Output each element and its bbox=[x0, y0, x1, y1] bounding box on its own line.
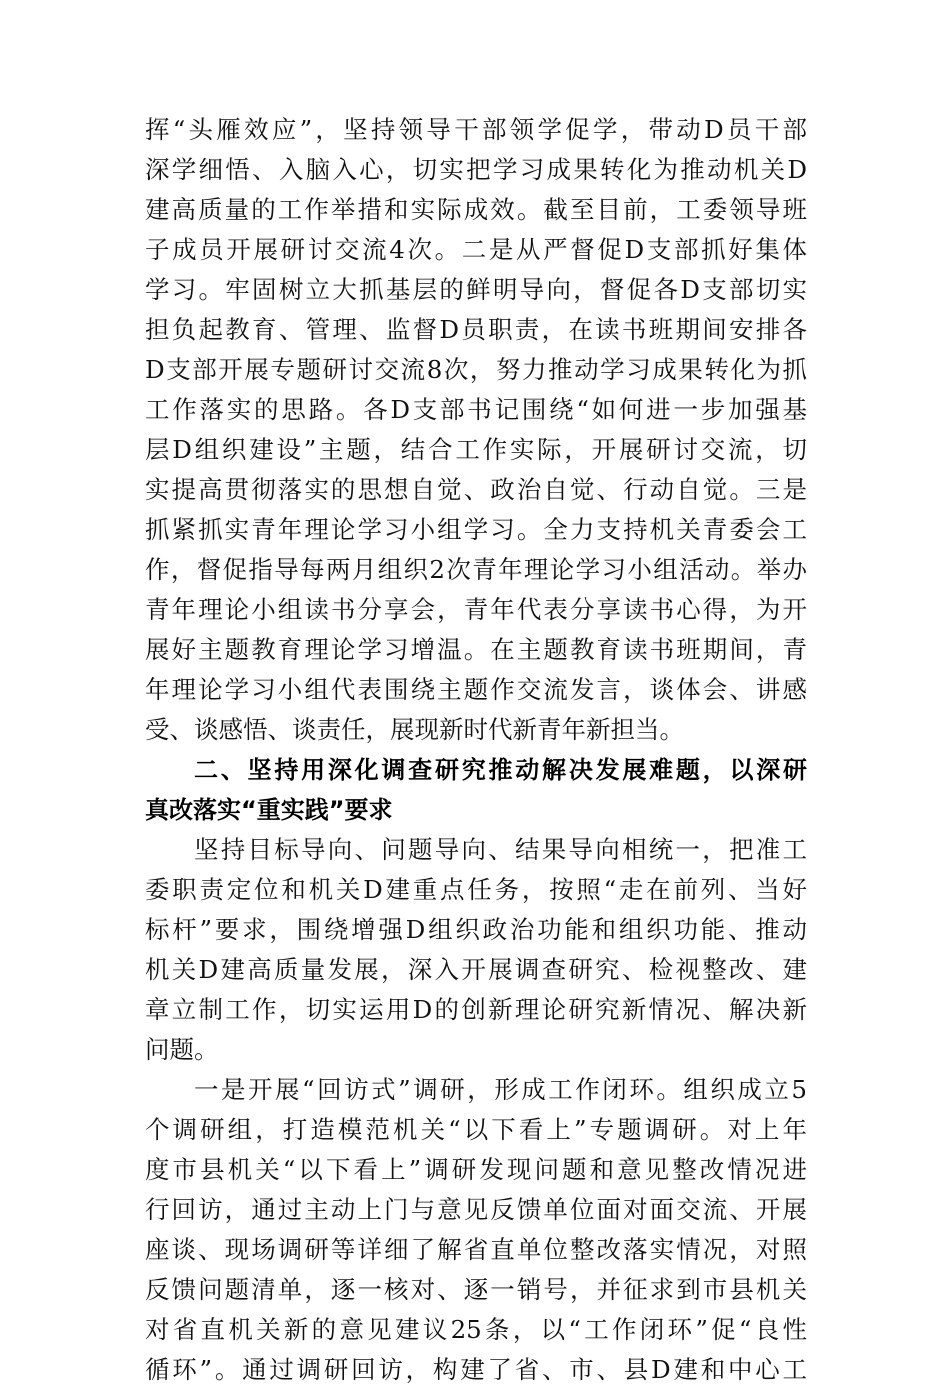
paragraph-2 bbox=[145, 830, 807, 1070]
text-line: 座谈、现场调研等详细了解省直单位整改落实情况，对照 bbox=[145, 1235, 807, 1264]
text-line: 个调研组，打造模范机关“以下看上”专题调研。对上年 bbox=[145, 1115, 807, 1144]
text-line: 作，督促指导每两月组织2次青年理论学习小组活动。举办 bbox=[145, 555, 807, 584]
text-line: 度市县机关“以下看上”调研发现问题和意见整改情况进 bbox=[145, 1155, 807, 1184]
text-line: D支部开展专题研讨交流8次，努力推动学习成果转化为抓 bbox=[145, 355, 807, 384]
text-line: 展好主题教育理论学习增温。在主题教育读书班期间，青 bbox=[145, 635, 807, 664]
paragraph-3 bbox=[145, 1070, 807, 1390]
text-line: 坚持目标导向、问题导向、结果导向相统一，把准工 bbox=[194, 835, 807, 864]
paragraph-1 bbox=[145, 110, 807, 750]
text-line: 挥“头雁效应”，坚持领导干部领学促学，带动D员干部 bbox=[145, 115, 807, 144]
heading-line: 二、坚持用深化调查研究推动解决发展难题，以深研 bbox=[194, 756, 807, 784]
text-line: 受、谈感悟、谈责任，展现新时代新青年新担当。 bbox=[145, 715, 684, 744]
text-line: 对省直机关新的意见建议25条，以“工作闭环”促“良性 bbox=[145, 1315, 807, 1344]
text-line: 建高质量的工作举措和实际成效。截至目前，工委领导班 bbox=[145, 195, 807, 224]
text-line: 青年理论小组读书分享会，青年代表分享读书心得，为开 bbox=[145, 595, 807, 624]
text-line: 行回访，通过主动上门与意见反馈单位面对面交流、开展 bbox=[145, 1195, 807, 1224]
text-line: 问题。 bbox=[145, 1035, 219, 1064]
text-line: 标杆”要求，围绕增强D组织政治功能和组织功能、推动 bbox=[145, 915, 807, 944]
text-line: 委职责定位和机关D建重点任务，按照“走在前列、当好 bbox=[145, 875, 807, 904]
text-line: 循环”。通过调研回访，构建了省、市、县D建和中心工 bbox=[145, 1355, 807, 1384]
text-line: 年理论学习小组代表围绕主题作交流发言，谈体会、讲感 bbox=[145, 675, 807, 704]
text-line: 工作落实的思路。各D支部书记围绕“如何进一步加强基 bbox=[145, 395, 807, 424]
text-line: 担负起教育、管理、监督D员职责，在读书班期间安排各 bbox=[145, 315, 807, 344]
text-line: 一是开展“回访式”调研，形成工作闭环。组织成立5 bbox=[194, 1075, 807, 1104]
heading-line: 真改落实“重实践”要求 bbox=[145, 796, 393, 824]
text-line: 深学细悟、入脑入心，切实把学习成果转化为推动机关D bbox=[145, 155, 807, 184]
document-body bbox=[145, 110, 807, 1390]
text-line: 抓紧抓实青年理论学习小组学习。全力支持机关青委会工 bbox=[145, 515, 807, 544]
section-heading bbox=[145, 750, 807, 830]
text-line: 层D组织建设”主题，结合工作实际，开展研讨交流，切 bbox=[145, 435, 807, 464]
text-line: 学习。牢固树立大抓基层的鲜明导向，督促各D支部切实 bbox=[145, 275, 807, 304]
text-line: 章立制工作，切实运用D的创新理论研究新情况、解决新 bbox=[145, 995, 807, 1024]
text-line: 反馈问题清单，逐一核对、逐一销号，并征求到市县机关 bbox=[145, 1275, 807, 1304]
text-line: 实提高贯彻落实的思想自觉、政治自觉、行动自觉。三是 bbox=[145, 475, 807, 504]
text-line: 子成员开展研讨交流4次。二是从严督促D支部抓好集体 bbox=[145, 235, 807, 264]
text-line: 机关D建高质量发展，深入开展调查研究、检视整改、建 bbox=[145, 955, 807, 984]
